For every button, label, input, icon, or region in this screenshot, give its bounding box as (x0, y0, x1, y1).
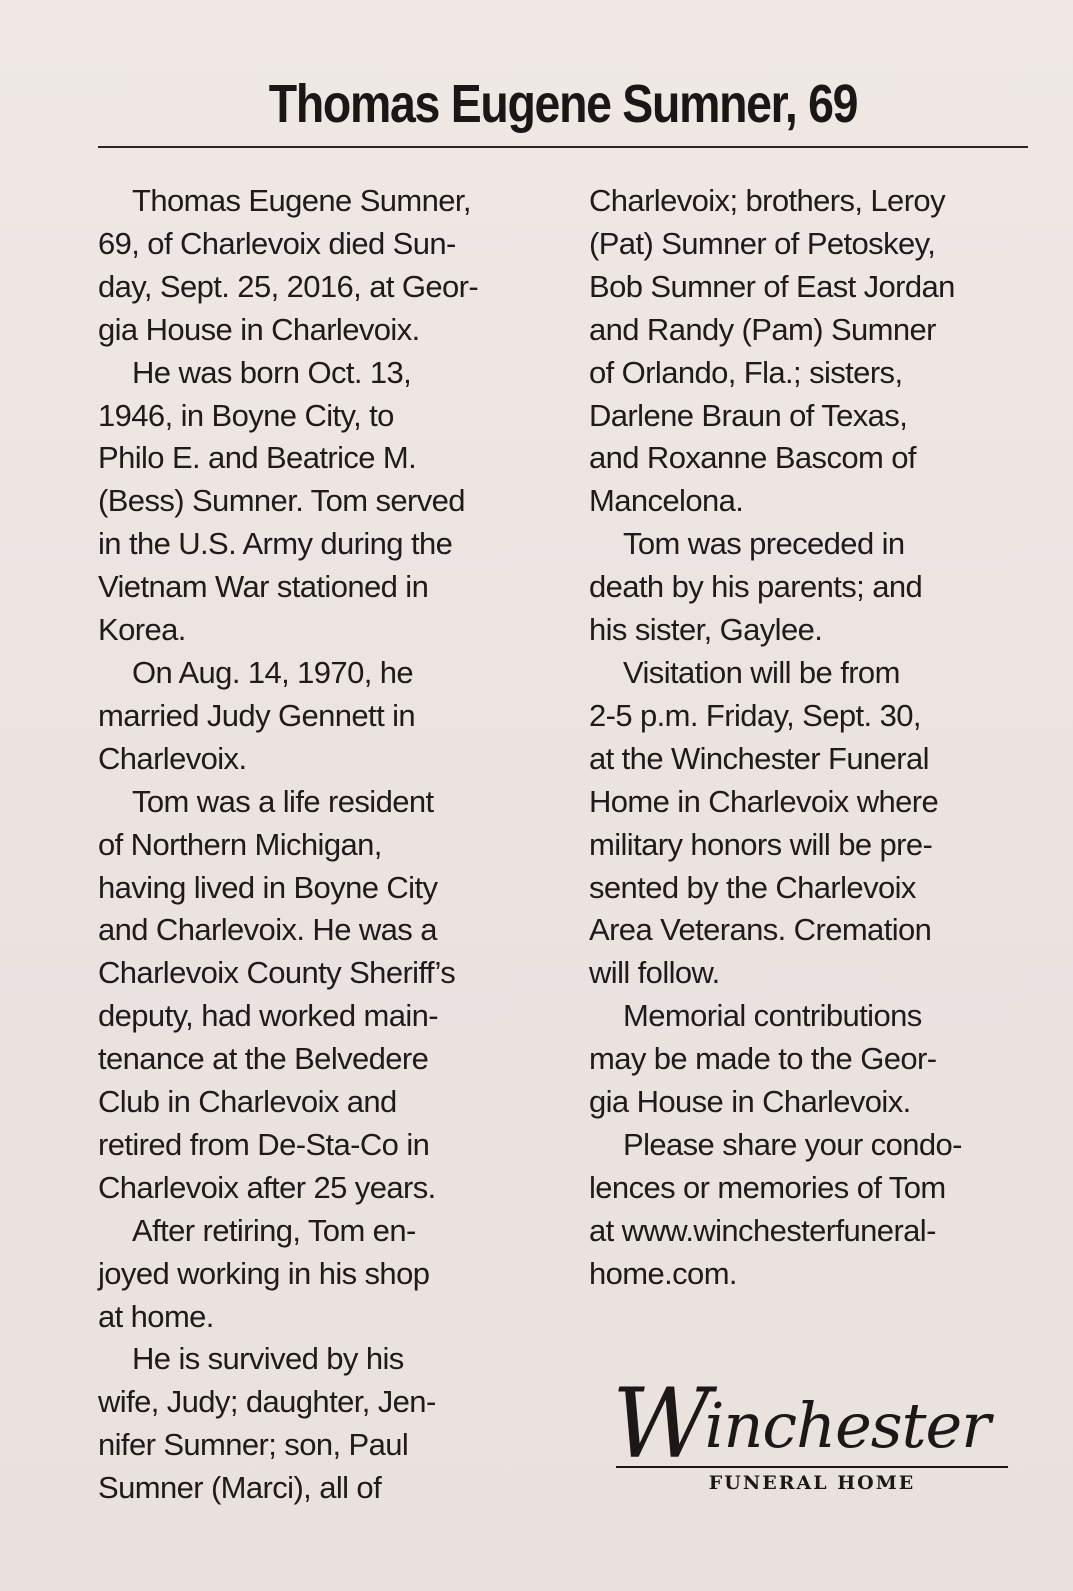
paragraph (589, 1124, 1029, 1296)
text-line: at the Winchester Funeral (589, 740, 929, 776)
text-line: Club in Charlevoix and (98, 1084, 397, 1120)
text-line: He is survived by his (132, 1341, 404, 1377)
logo-rest: inchester (704, 1389, 990, 1462)
text-line: Visitation will be from (623, 654, 900, 690)
text-line: 1946, in Boyne City, to (98, 397, 394, 433)
text-line: (Pat) Sumner of Petoskey, (589, 225, 936, 261)
text-line: Korea. (98, 612, 186, 648)
paragraph (98, 352, 548, 652)
text-line: After retiring, Tom en- (132, 1212, 416, 1248)
text-line: nifer Sumner; son, Paul (98, 1427, 409, 1463)
paragraph (98, 781, 548, 1210)
text-line: Home in Charlevoix where (589, 783, 939, 819)
paragraph (589, 180, 1029, 523)
text-line: Philo E. and Beatrice M. (98, 440, 417, 476)
funeral-home-logo (612, 1368, 1012, 1508)
text-line: of Orlando, Fla.; sisters, (589, 354, 903, 390)
text-line: tenance at the Belvedere (98, 1041, 429, 1077)
text-line: Thomas Eugene Sumner, (132, 183, 471, 218)
text-line: gia House in Charlevoix. (589, 1084, 911, 1120)
title-rule (98, 146, 1028, 148)
text-line: in the U.S. Army during the (98, 526, 453, 562)
text-line: lences or memories of Tom (589, 1169, 946, 1205)
text-line: deputy, had worked main- (98, 998, 438, 1034)
text-line: 2-5 p.m. Friday, Sept. 30, (589, 697, 921, 733)
text-line: at home. (98, 1298, 214, 1334)
text-line: Sumner (Marci), all of (98, 1470, 382, 1506)
text-line: (Bess) Sumner. Tom served (98, 483, 465, 519)
text-line: military honors will be pre- (589, 826, 933, 862)
text-line: He was born Oct. 13, (132, 354, 412, 390)
text-line: Memorial contributions (623, 998, 922, 1034)
paragraph (98, 1338, 548, 1510)
text-line: death by his parents; and (589, 569, 923, 605)
text-line: 69, of Charlevoix died Sun- (98, 225, 456, 261)
logo-script (612, 1368, 990, 1480)
paragraph (589, 523, 1029, 652)
text-line: will follow. (589, 955, 720, 991)
text-line: Please share your condo- (623, 1126, 962, 1162)
text-line: day, Sept. 25, 2016, at Geor- (98, 268, 479, 304)
text-line: Bob Sumner of East Jordan (589, 268, 955, 304)
text-line: Darlene Braun of Texas, (589, 397, 908, 433)
obituary-title: Thomas Eugene Sumner, 69 (268, 74, 858, 134)
text-line: Charlevoix. (98, 740, 247, 776)
paragraph (589, 652, 1029, 995)
paragraph (589, 995, 1029, 1124)
text-line: Tom was preceded in (623, 526, 905, 562)
text-line: Charlevoix County Sheriff’s (98, 955, 456, 991)
text-line: at www.winchesterfuneral- (589, 1212, 936, 1248)
text-line: and Roxanne Bascom of (589, 440, 916, 476)
text-line: of Northern Michigan, (98, 826, 382, 862)
text-line: his sister, Gaylee. (589, 612, 823, 648)
logo-subtitle: FUNERAL HOME (708, 1472, 916, 1494)
right-column (589, 180, 1029, 1296)
text-line: sented by the Charlevoix (589, 869, 916, 905)
text-line: Vietnam War stationed in (98, 569, 429, 605)
text-line: home.com. (589, 1255, 737, 1291)
text-line: Area Veterans. Cremation (589, 912, 932, 948)
text-line: having lived in Boyne City (98, 869, 438, 905)
text-line: gia House in Charlevoix. (98, 311, 420, 347)
paragraph (98, 1210, 548, 1339)
text-line: may be made to the Geor- (589, 1041, 937, 1077)
text-line: married Judy Gennett in (98, 697, 416, 733)
text-line: Charlevoix; brothers, Leroy (589, 183, 945, 218)
text-line: and Randy (Pam) Sumner (589, 311, 936, 347)
left-column (98, 180, 548, 1510)
text-line: wife, Judy; daughter, Jen- (98, 1384, 436, 1420)
text-line: joyed working in his shop (98, 1255, 430, 1291)
text-line: Charlevoix after 25 years. (98, 1169, 436, 1205)
text-line: Tom was a life resident (132, 783, 434, 819)
text-line: On Aug. 14, 1970, he (132, 654, 414, 690)
paragraph (98, 652, 548, 781)
logo-initial: W (612, 1368, 705, 1480)
text-line: and Charlevoix. He was a (98, 912, 437, 948)
text-line: Mancelona. (589, 483, 744, 519)
paragraph (98, 180, 548, 352)
text-line: retired from De-Sta-Co in (98, 1126, 430, 1162)
logo-underline (616, 1466, 1008, 1468)
